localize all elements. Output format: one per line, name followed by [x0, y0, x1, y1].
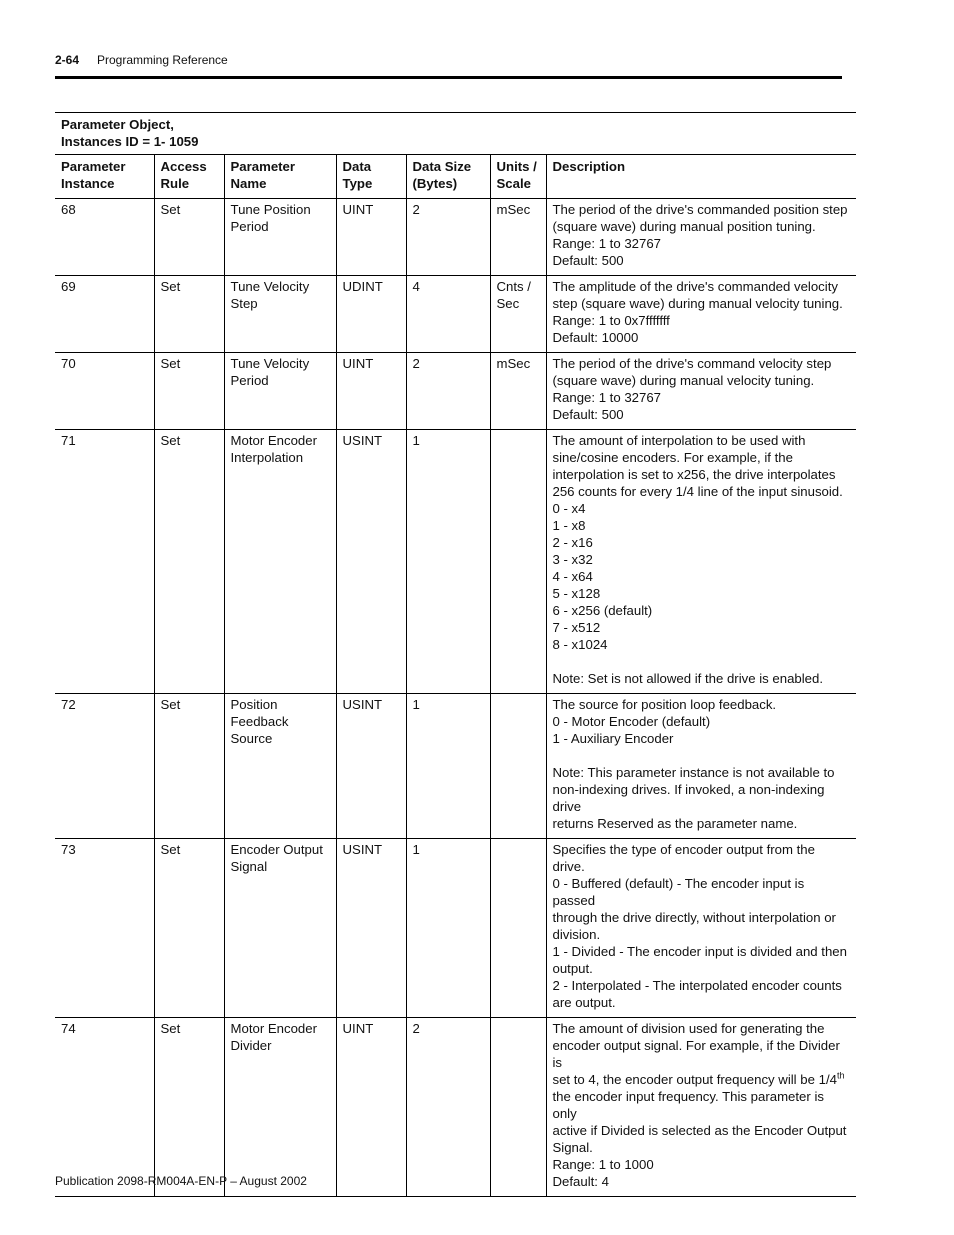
access-rule: Set [154, 430, 224, 694]
units-scale: Cnts / Sec [490, 276, 546, 353]
description: The source for position loop feedback. 0 - Motor Encoder (default) 1 - Auxiliary Encoder Note: This parameter instance is not available to non-indexing drives. If invoked, a non-indexing drive returns Reserved as the parameter name. [546, 694, 856, 839]
data-size: 2 [406, 353, 490, 430]
description: The period of the drive's commanded position step (square wave) during manual position tuning. Range: 1 to 32767 Default: 500 [546, 199, 856, 276]
data-size: 2 [406, 199, 490, 276]
parameter-table [55, 112, 856, 1197]
object-title: Parameter Object, Instances ID = 1- 1059 [55, 113, 856, 155]
table-row [55, 430, 856, 694]
data-type: UDINT [336, 276, 406, 353]
units-scale [490, 1018, 546, 1197]
units-scale [490, 430, 546, 694]
units-scale [490, 694, 546, 839]
column-header: Description [546, 155, 856, 199]
table-row [55, 353, 856, 430]
data-size: 1 [406, 839, 490, 1018]
parameter-instance: 69 [55, 276, 154, 353]
units-scale: mSec [490, 199, 546, 276]
data-type: UINT [336, 1018, 406, 1197]
parameter-instance: 70 [55, 353, 154, 430]
parameter-instance: 68 [55, 199, 154, 276]
data-type: USINT [336, 430, 406, 694]
table-row [55, 1018, 856, 1197]
description: The amplitude of the drive's commanded velocity step (square wave) during manual velocity tuning. Range: 1 to 0x7fffffff Default: 10000 [546, 276, 856, 353]
parameter-instance: 74 [55, 1018, 154, 1197]
parameter-name: Encoder Output Signal [224, 839, 336, 1018]
access-rule: Set [154, 839, 224, 1018]
parameter-name: Motor Encoder Interpolation [224, 430, 336, 694]
table-row [55, 199, 856, 276]
data-size: 1 [406, 694, 490, 839]
page-number: 2-64 [55, 53, 80, 67]
parameter-instance: 71 [55, 430, 154, 694]
column-header: Data Type [336, 155, 406, 199]
column-header: Parameter Instance [55, 155, 154, 199]
description: The period of the drive's command velocity step (square wave) during manual velocity tuning. Range: 1 to 32767 Default: 500 [546, 353, 856, 430]
column-header: Parameter Name [224, 155, 336, 199]
data-size: 1 [406, 430, 490, 694]
column-header: Units / Scale [490, 155, 546, 199]
table-body [55, 199, 856, 1197]
data-size: 2 [406, 1018, 490, 1197]
parameter-name: Position Feedback Source [224, 694, 336, 839]
description: The amount of interpolation to be used with sine/cosine encoders. For example, if the interpolation is set to x256, the drive interpolates 256 counts for every 1/4 line of the input sinusoid. 0 - x4 1 - x8 2 - x16 3 - x32 4 - x64 5 - x128 6 - x256 (default) 7 - x512 8 - x1024 Note: Set is not allowed if the drive is enabled. [546, 430, 856, 694]
parameter-name: Tune Position Period [224, 199, 336, 276]
description: The amount of division used for generating the encoder output signal. For example, if the Divider is set to 4, the encoder output frequency will be 1/4th the encoder input frequency. This parameter is only active if Divided is selected as the Encoder Output Signal. Range: 1 to 1000 Default: 4 [546, 1018, 856, 1197]
table-row [55, 839, 856, 1018]
object-title-row [55, 113, 856, 155]
parameter-instance: 73 [55, 839, 154, 1018]
column-header: Data Size (Bytes) [406, 155, 490, 199]
data-type: USINT [336, 839, 406, 1018]
units-scale [490, 839, 546, 1018]
column-header: Access Rule [154, 155, 224, 199]
parameter-name: Tune Velocity Step [224, 276, 336, 353]
table-row [55, 694, 856, 839]
section-title: Programming Reference [97, 53, 228, 67]
access-rule: Set [154, 694, 224, 839]
units-scale: mSec [490, 353, 546, 430]
column-header-row [55, 155, 856, 199]
parameter-name: Motor Encoder Divider [224, 1018, 336, 1197]
access-rule: Set [154, 199, 224, 276]
parameter-name: Tune Velocity Period [224, 353, 336, 430]
data-type: UINT [336, 199, 406, 276]
data-type: UINT [336, 353, 406, 430]
access-rule: Set [154, 353, 224, 430]
parameter-instance: 72 [55, 694, 154, 839]
description: Specifies the type of encoder output from the drive. 0 - Buffered (default) - The encoder input is passed through the drive directly, without interpolation or division. 1 - Divided - The encoder input is divided and then output. 2 - Interpolated - The interpolated encoder counts are output. [546, 839, 856, 1018]
page-header [55, 50, 842, 79]
data-type: USINT [336, 694, 406, 839]
access-rule: Set [154, 276, 224, 353]
data-size: 4 [406, 276, 490, 353]
table-row [55, 276, 856, 353]
access-rule: Set [154, 1018, 224, 1197]
page-footer: Publication 2098-RM004A-EN-P – August 2002 [55, 1174, 307, 1188]
